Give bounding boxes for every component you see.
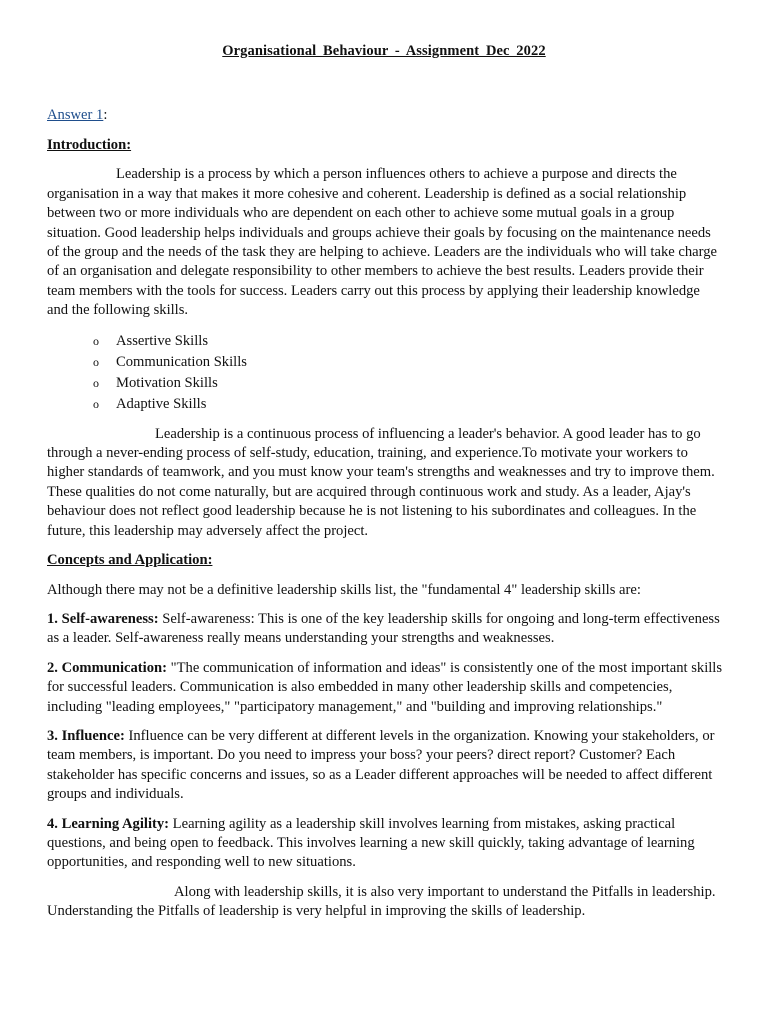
answer-heading (47, 106, 723, 126)
list-item (47, 394, 723, 415)
skill-label: Adaptive Skills (116, 395, 207, 412)
document-body (47, 106, 723, 932)
point-label: 2. Communication: (47, 659, 167, 676)
point-communication (47, 659, 723, 717)
answer-colon: : (103, 107, 108, 123)
list-item (47, 373, 723, 394)
point-label: 1. Self-awareness: (47, 610, 159, 627)
bullet-icon: o (93, 396, 99, 411)
skill-label: Communication Skills (116, 353, 247, 370)
skill-label: Motivation Skills (116, 374, 218, 391)
bullet-icon: o (93, 333, 99, 348)
point-influence (47, 727, 723, 805)
document-title: Organisational Behaviour - Assignment Dec 2022 (222, 43, 546, 59)
continuous-process-paragraph: Leadership is a continuous process of influencing a leader's behavior. A good leader has to go through a never-ending process of self-study, education, training, and experience.To motivate your workers to higher standards of teamwork, and you must know your team's strengths and weaknesses and try to improve them. These qualities do not come naturally, but are acquired through continuous work and study. As a leader, Ajay's behaviour does not reflect good leadership because he is not listening to his subordinates and colleagues. In the future, this leadership may adversely affect the project. (47, 425, 715, 539)
point-label: 3. Influence: (47, 727, 125, 744)
list-item (47, 352, 723, 373)
introduction-paragraph: Leadership is a process by which a person influences others to achieve a purpose and directs the organisation in a way that makes it more cohesive and coherent. Leadership is defined as a social relationship between two or more individuals who are dependent on each other to achieve some mutual goals in a group situation. Good leadership helps individuals and groups achieve their goals by focusing on the maintenance needs of the group and the needs of the task they are helping to achieve. Leaders are the individuals who will take charge of an organisation and delegate responsibility to other members to achieve the best results. Leaders provide their team members with the tools for success. Leaders carry out this process by applying their leadership knowledge and the following skills. (47, 166, 717, 319)
answer-link[interactable]: Answer 1 (47, 107, 104, 123)
point-label: 4. Learning Agility: (47, 815, 170, 832)
concepts-intro-paragraph: Although there may not be a definitive leadership skills list, the "fundamental 4" leadership skills are: (47, 581, 641, 598)
skills-list (47, 331, 723, 415)
concepts-heading: Concepts and Application: (47, 552, 213, 569)
introduction-heading: Introduction: (47, 137, 132, 153)
point-text: "The communication of information and ideas" is consistently one of the most important skills for successful leaders. Communication is also embedded in many other leadership skills and competencies, including "leading employees," "participatory management," and "building and improving relationships." (47, 659, 723, 715)
point-self-awareness (47, 610, 723, 649)
pitfalls-paragraph: Along with leadership skills, it is also very important to understand the Pitfalls in leadership. Understanding the Pitfalls of leadership is very helpful in improving the skills of leadership. (47, 883, 716, 920)
skill-label: Assertive Skills (116, 332, 209, 349)
point-text: Learning agility as a leadership skill involves learning from mistakes, asking practical questions, and being open to feedback. This involves learning a new skill quickly, taking advantage of learning opportunities, and responding well to new situations. (47, 815, 695, 871)
point-text: Self-awareness: This is one of the key leadership skills for ongoing and long-term effectiveness as a leader. Self-awareness really means understanding your strengths and weaknesses. (47, 610, 720, 647)
point-text: Influence can be very different at different levels in the organization. Knowing your stakeholders, or team members, is important. Do you need to impress your boss? your peers? direct report? Customer? Each stakeholder has specific concerns and issues, so as a Leader different approaches will be needed to affect different groups and individuals. (47, 727, 715, 803)
bullet-icon: o (93, 375, 99, 390)
list-item (47, 331, 723, 352)
point-learning-agility (47, 815, 723, 873)
bullet-icon: o (93, 354, 99, 369)
